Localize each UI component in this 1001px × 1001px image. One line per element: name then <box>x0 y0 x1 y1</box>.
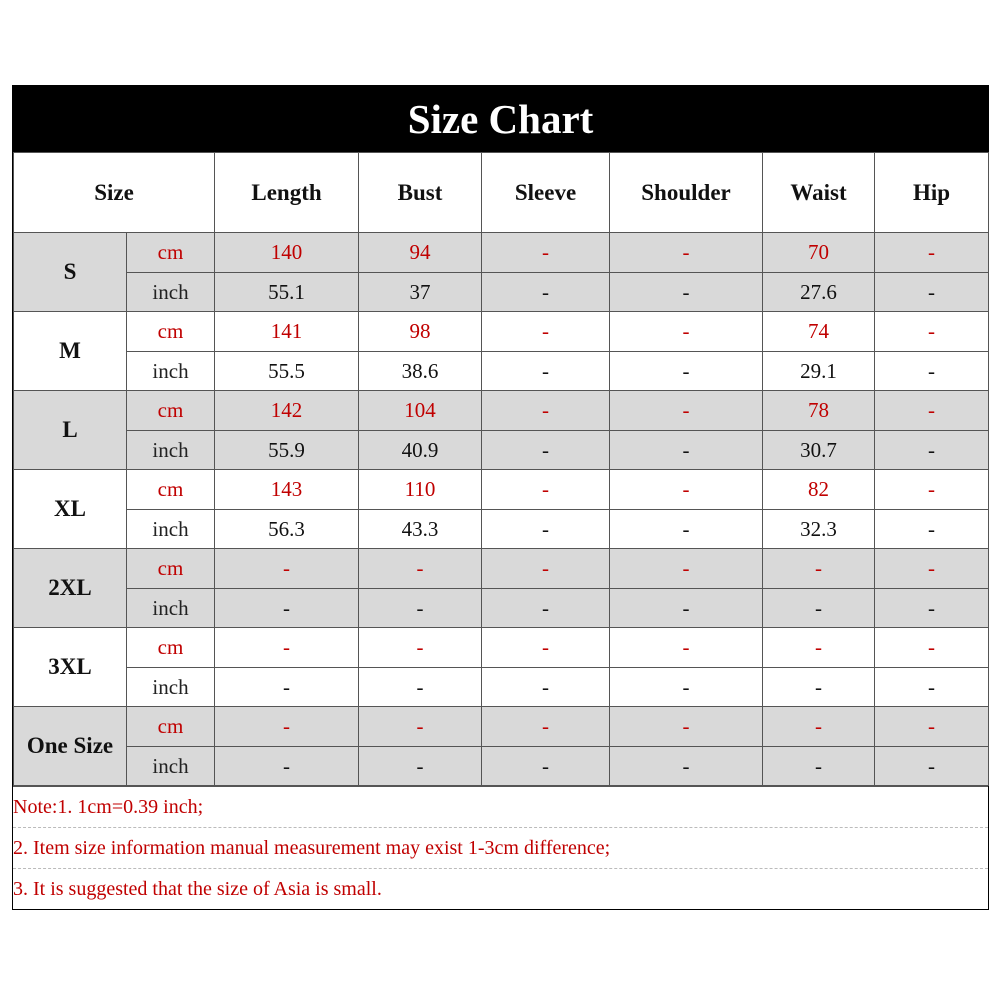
cm-value: - <box>359 628 482 668</box>
cm-value: - <box>875 628 989 668</box>
note-2: 2. Item size information manual measurement may exist 1-3cm difference; <box>13 827 988 868</box>
inch-value: - <box>763 668 875 707</box>
size-label: S <box>14 233 127 312</box>
cm-value: - <box>215 628 359 668</box>
size-label: 2XL <box>14 549 127 628</box>
header-bust: Bust <box>359 153 482 233</box>
inch-value: - <box>610 510 763 549</box>
inch-value: 56.3 <box>215 510 359 549</box>
note-1: Note:1. 1cm=0.39 inch; <box>13 796 204 818</box>
inch-value: - <box>215 668 359 707</box>
inch-value: 30.7 <box>763 431 875 470</box>
header-hip: Hip <box>875 153 989 233</box>
cm-value: 74 <box>763 312 875 352</box>
cm-value: - <box>610 470 763 510</box>
inch-value: - <box>359 747 482 786</box>
inch-value: - <box>875 352 989 391</box>
inch-value: - <box>359 668 482 707</box>
inch-value: - <box>359 589 482 628</box>
inch-value: - <box>610 273 763 312</box>
cm-value: - <box>763 549 875 589</box>
inch-value: - <box>610 668 763 707</box>
header-size: Size <box>14 153 215 233</box>
unit-cm: cm <box>127 391 215 431</box>
header-row <box>14 153 989 233</box>
cm-value: - <box>482 549 610 589</box>
cm-value: - <box>610 707 763 747</box>
cm-value: - <box>482 312 610 352</box>
table-row <box>14 589 989 628</box>
inch-value: 37 <box>359 273 482 312</box>
inch-value: 29.1 <box>763 352 875 391</box>
header-waist: Waist <box>763 153 875 233</box>
cm-value: - <box>359 549 482 589</box>
header-sleeve: Sleeve <box>482 153 610 233</box>
cm-value: - <box>359 707 482 747</box>
cm-value: - <box>763 707 875 747</box>
inch-value: - <box>482 352 610 391</box>
cm-value: 110 <box>359 470 482 510</box>
cm-value: - <box>875 312 989 352</box>
cm-value: - <box>763 628 875 668</box>
cm-value: - <box>215 549 359 589</box>
unit-inch: inch <box>127 352 215 391</box>
cm-value: 94 <box>359 233 482 273</box>
inch-value: - <box>482 431 610 470</box>
cm-value: 143 <box>215 470 359 510</box>
table-row <box>14 312 989 352</box>
unit-inch: inch <box>127 431 215 470</box>
cm-value: 70 <box>763 233 875 273</box>
size-chart <box>12 85 989 910</box>
size-rows <box>14 233 989 786</box>
inch-value: - <box>875 431 989 470</box>
unit-inch: inch <box>127 668 215 707</box>
cm-value: 104 <box>359 391 482 431</box>
cm-value: - <box>482 470 610 510</box>
inch-value: - <box>763 747 875 786</box>
inch-value: - <box>875 747 989 786</box>
inch-value: - <box>875 510 989 549</box>
unit-cm: cm <box>127 628 215 668</box>
table-row <box>14 470 989 510</box>
table-row <box>14 352 989 391</box>
table-row <box>14 431 989 470</box>
inch-value: - <box>482 668 610 707</box>
size-label: L <box>14 391 127 470</box>
cm-value: - <box>482 707 610 747</box>
unit-cm: cm <box>127 549 215 589</box>
notes <box>13 786 988 909</box>
cm-value: - <box>610 549 763 589</box>
cm-value: - <box>610 628 763 668</box>
inch-value: - <box>482 589 610 628</box>
cm-value: - <box>482 233 610 273</box>
inch-value: - <box>482 273 610 312</box>
cm-value: - <box>610 312 763 352</box>
table-row <box>14 549 989 589</box>
cm-value: - <box>610 391 763 431</box>
cm-value: - <box>215 707 359 747</box>
unit-cm: cm <box>127 707 215 747</box>
size-label: One Size <box>14 707 127 786</box>
inch-value: 55.1 <box>215 273 359 312</box>
table-row <box>14 707 989 747</box>
inch-value: 55.5 <box>215 352 359 391</box>
cm-value: 78 <box>763 391 875 431</box>
cm-value: 141 <box>215 312 359 352</box>
cm-value: - <box>875 470 989 510</box>
cm-value: - <box>482 628 610 668</box>
cm-value: - <box>875 549 989 589</box>
unit-cm: cm <box>127 470 215 510</box>
inch-value: 43.3 <box>359 510 482 549</box>
unit-inch: inch <box>127 273 215 312</box>
unit-inch: inch <box>127 589 215 628</box>
inch-value: - <box>875 668 989 707</box>
header-shoulder: Shoulder <box>610 153 763 233</box>
table-row <box>14 628 989 668</box>
cm-value: 82 <box>763 470 875 510</box>
cm-value: 142 <box>215 391 359 431</box>
table-row <box>14 273 989 312</box>
note-3: 3. It is suggested that the size of Asia is small. <box>13 868 988 909</box>
inch-value: - <box>610 747 763 786</box>
inch-value: - <box>610 431 763 470</box>
table-row <box>14 747 989 786</box>
table-row <box>14 510 989 549</box>
inch-value: 55.9 <box>215 431 359 470</box>
inch-value: 32.3 <box>763 510 875 549</box>
inch-value: - <box>610 352 763 391</box>
inch-value: 40.9 <box>359 431 482 470</box>
cm-value: - <box>875 707 989 747</box>
inch-value: - <box>215 589 359 628</box>
inch-value: - <box>875 273 989 312</box>
inch-value: - <box>610 589 763 628</box>
inch-value: - <box>215 747 359 786</box>
inch-value: 38.6 <box>359 352 482 391</box>
size-label: XL <box>14 470 127 549</box>
unit-cm: cm <box>127 312 215 352</box>
cm-value: - <box>610 233 763 273</box>
cm-value: 140 <box>215 233 359 273</box>
size-label: M <box>14 312 127 391</box>
cm-value: - <box>875 233 989 273</box>
table-row <box>14 391 989 431</box>
unit-inch: inch <box>127 747 215 786</box>
size-table <box>13 152 989 786</box>
inch-value: 27.6 <box>763 273 875 312</box>
table-row <box>14 233 989 273</box>
inch-value: - <box>482 747 610 786</box>
cm-value: - <box>875 391 989 431</box>
inch-value: - <box>875 589 989 628</box>
chart-title: Size Chart <box>13 86 988 152</box>
inch-value: - <box>763 589 875 628</box>
size-label: 3XL <box>14 628 127 707</box>
cm-value: - <box>482 391 610 431</box>
unit-cm: cm <box>127 233 215 273</box>
table-row <box>14 668 989 707</box>
inch-value: - <box>482 510 610 549</box>
cm-value: 98 <box>359 312 482 352</box>
header-length: Length <box>215 153 359 233</box>
unit-inch: inch <box>127 510 215 549</box>
